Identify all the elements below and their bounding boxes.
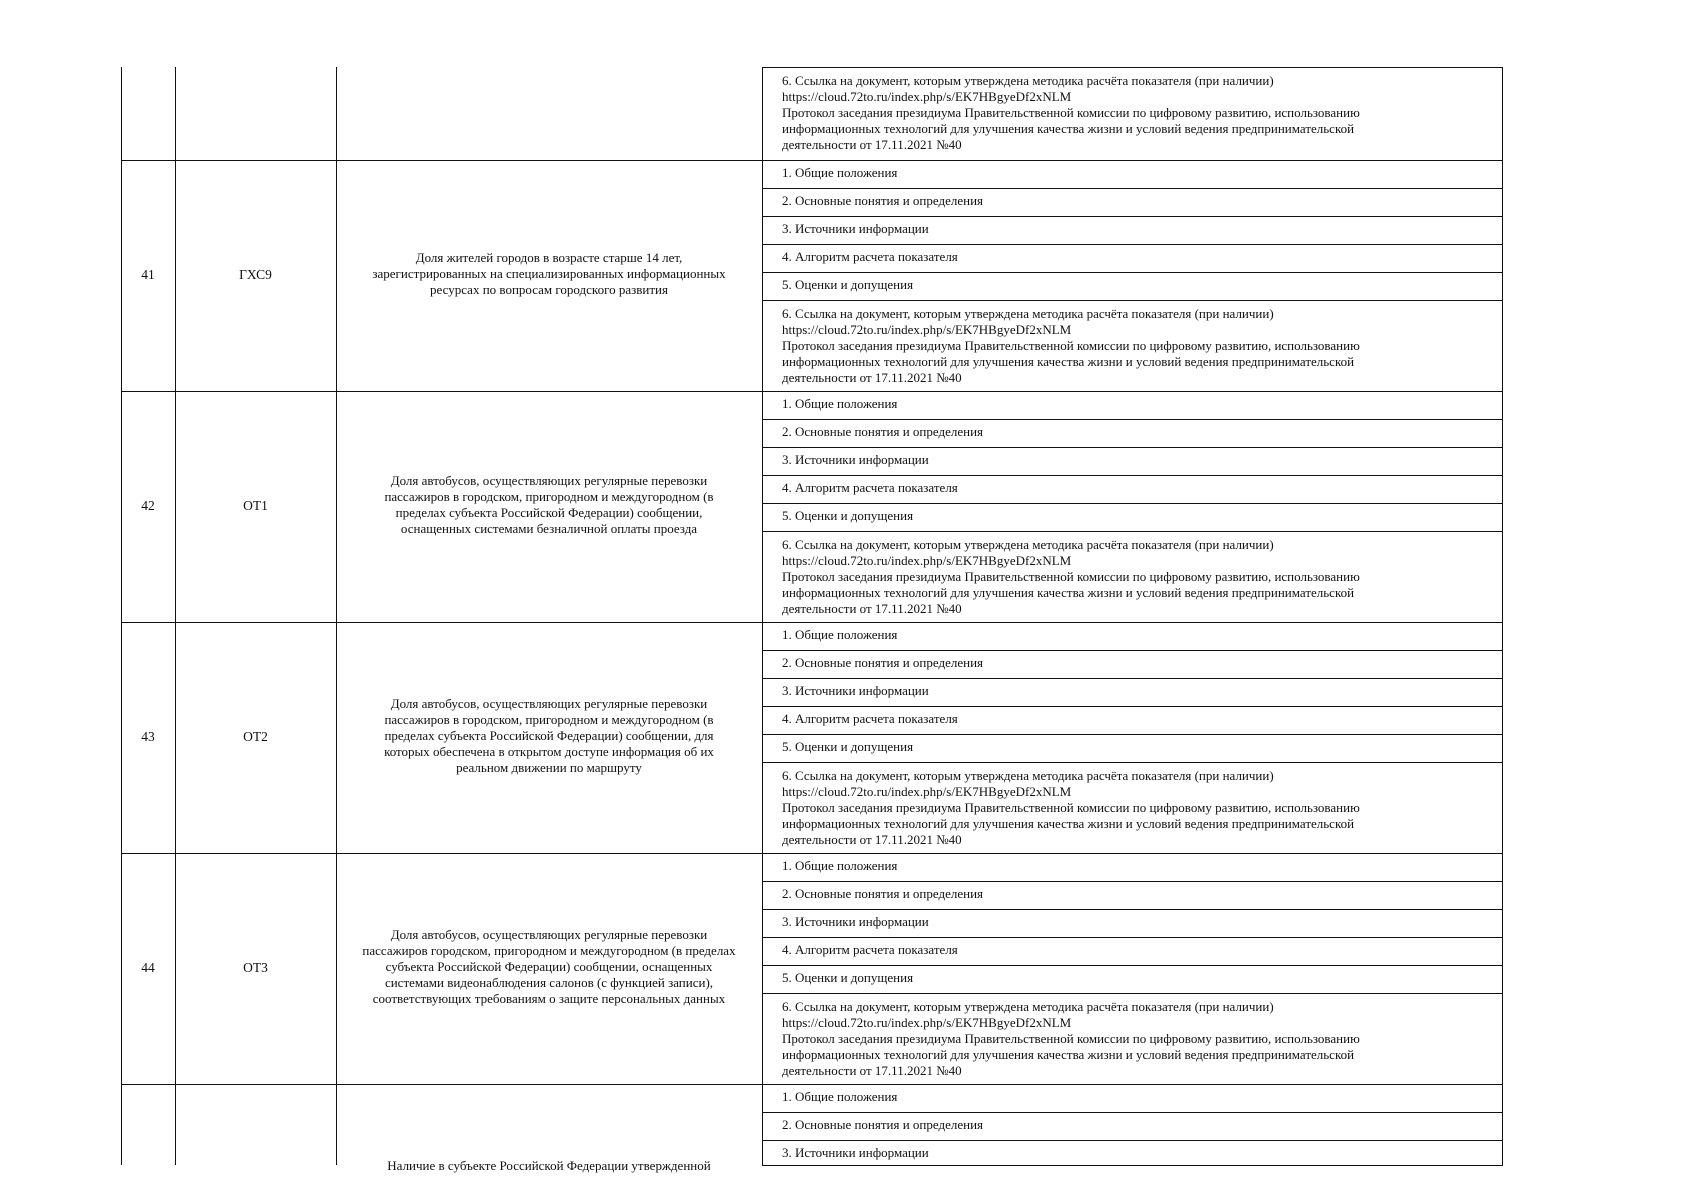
indicator-name: Доля автобусов, осуществляющих регулярные перевозки пассажиров городском, пригородном и междугородном (в пределах субъекта Российской Федерации) сообщении, оснащенных системами видеонаблюдения салонов (с функцией записи), соответствующих требованиям о защите персональных данных	[362, 926, 736, 1006]
protocol-text: Протокол заседания президиума Правительственной комиссии по цифровому развитию, использованию информационных технологий для улучшения качества жизни и условий ведения предпринимательской деятельности от 17.11.2021 №40	[782, 105, 1360, 152]
table-horizontal-border	[762, 762, 1503, 763]
table-horizontal-border	[121, 391, 1503, 392]
table-horizontal-border	[762, 909, 1503, 910]
table-horizontal-border	[762, 1140, 1503, 1141]
subitem-label: 4. Алгоритм расчета показателя	[782, 480, 958, 495]
table-horizontal-border	[762, 188, 1503, 189]
indicator-name: Доля жителей городов в возрасте старше 14 лет, зарегистрированных на специализированных информационных ресурсах по вопросам городского развития	[372, 249, 726, 297]
subitem-label: 3. Источники информации	[782, 1145, 929, 1160]
method-doc-label: 6. Ссылка на документ, которым утверждена методика расчёта показателя (при наличии)	[782, 306, 1274, 321]
table-vertical-border	[762, 67, 763, 1165]
indicator-name: Наличие в субъекте Российской Федерации утвержденной	[387, 1158, 711, 1173]
method-doc-label: 6. Ссылка на документ, которым утверждена методика расчёта показателя (при наличии)	[782, 999, 1274, 1014]
row-number: 41	[141, 266, 155, 282]
table-horizontal-border	[762, 678, 1503, 679]
subitem-label: 2. Основные понятия и определения	[782, 1117, 984, 1132]
method-doc-link: https://cloud.72to.ru/index.php/s/EK7HBgyeDf2xNLM	[782, 89, 1072, 104]
table-vertical-border	[175, 67, 176, 1165]
table-horizontal-border	[762, 706, 1503, 707]
subitem-label: 1. Общие положения	[782, 396, 898, 411]
method-doc-link: https://cloud.72to.ru/index.php/s/EK7HBgyeDf2xNLM	[782, 784, 1072, 799]
subitem-label: 1. Общие положения	[782, 858, 898, 873]
table-horizontal-border	[762, 531, 1503, 532]
table-horizontal-border	[762, 993, 1503, 994]
subitem-label: 5. Оценки и допущения	[782, 739, 914, 754]
table-horizontal-border	[762, 734, 1503, 735]
subitem-label: 2. Основные понятия и определения	[782, 886, 984, 901]
row-number: 44	[141, 959, 155, 975]
partial-name-clip	[336, 1150, 762, 1173]
table-vertical-border	[121, 67, 122, 1165]
table-horizontal-border	[762, 1112, 1503, 1113]
table-vertical-border	[1502, 67, 1503, 1165]
subitem-label: 2. Основные понятия и определения	[782, 424, 984, 439]
table-horizontal-border	[121, 1084, 1503, 1085]
table-horizontal-border	[762, 937, 1503, 938]
table-horizontal-border	[762, 650, 1503, 651]
indicator-code: ОТ1	[243, 497, 268, 513]
table-horizontal-border	[762, 216, 1503, 217]
indicator-code: ГХС9	[239, 266, 272, 282]
subitem-label: 3. Источники информации	[782, 221, 929, 236]
subitem-label: 4. Алгоритм расчета показателя	[782, 711, 958, 726]
table-horizontal-border	[121, 853, 1503, 854]
method-doc-label: 6. Ссылка на документ, которым утверждена методика расчёта показателя (при наличии)	[782, 537, 1274, 552]
method-doc-label: 6. Ссылка на документ, которым утверждена методика расчёта показателя (при наличии)	[782, 73, 1274, 88]
table-horizontal-border	[762, 419, 1503, 420]
method-doc-link: https://cloud.72to.ru/index.php/s/EK7HBgyeDf2xNLM	[782, 322, 1072, 337]
protocol-text: Протокол заседания президиума Правительственной комиссии по цифровому развитию, использованию информационных технологий для улучшения качества жизни и условий ведения предпринимательской деятельности от 17.11.2021 №40	[782, 338, 1360, 385]
table-horizontal-border	[762, 475, 1503, 476]
table-horizontal-border	[762, 503, 1503, 504]
indicator-code: ОТ3	[243, 959, 268, 975]
indicator-code: ОТ2	[243, 728, 268, 744]
subitem-label: 1. Общие положения	[782, 165, 898, 180]
subitem-label: 2. Основные понятия и определения	[782, 193, 984, 208]
table-horizontal-border	[762, 447, 1503, 448]
subitem-label: 5. Оценки и допущения	[782, 277, 914, 292]
indicator-name: Доля автобусов, осуществляющих регулярные перевозки пассажиров в городском, пригородном и междугородном (в пределах субъекта Российской Федерации) сообщении, для которых обеспечена в открытом доступе информация об их реальном движении по маршруту	[384, 695, 714, 775]
subitem-label: 1. Общие положения	[782, 627, 898, 642]
table-horizontal-border	[762, 272, 1503, 273]
table-horizontal-border	[762, 244, 1503, 245]
subitem-label: 3. Источники информации	[782, 452, 929, 467]
row-number: 42	[141, 497, 155, 513]
subitem-label: 2. Основные понятия и определения	[782, 655, 984, 670]
subitem-label: 5. Оценки и допущения	[782, 970, 914, 985]
table-horizontal-border	[121, 622, 1503, 623]
table-horizontal-border	[762, 300, 1503, 301]
table-horizontal-border	[762, 67, 1503, 68]
method-doc-label: 6. Ссылка на документ, которым утверждена методика расчёта показателя (при наличии)	[782, 768, 1274, 783]
table-horizontal-border	[762, 965, 1503, 966]
protocol-text: Протокол заседания президиума Правительственной комиссии по цифровому развитию, использованию информационных технологий для улучшения качества жизни и условий ведения предпринимательской деятельности от 17.11.2021 №40	[782, 569, 1360, 616]
subitem-label: 3. Источники информации	[782, 914, 929, 929]
subitem-label: 4. Алгоритм расчета показателя	[782, 942, 958, 957]
subitem-label: 3. Источники информации	[782, 683, 929, 698]
table-horizontal-border	[762, 1165, 1503, 1166]
subitem-label: 5. Оценки и допущения	[782, 508, 914, 523]
subitem-label: 1. Общие положения	[782, 1089, 898, 1104]
protocol-text: Протокол заседания президиума Правительственной комиссии по цифровому развитию, использованию информационных технологий для улучшения качества жизни и условий ведения предпринимательской деятельности от 17.11.2021 №40	[782, 1031, 1360, 1078]
table-horizontal-border	[121, 160, 1503, 161]
indicator-name: Доля автобусов, осуществляющих регулярные перевозки пассажиров в городском, пригородном и междугородном (в пределах субъекта Российской Федерации) сообщении, оснащенных системами безналичной оплаты проезда	[384, 472, 714, 536]
method-doc-link: https://cloud.72to.ru/index.php/s/EK7HBgyeDf2xNLM	[782, 553, 1072, 568]
method-doc-link: https://cloud.72to.ru/index.php/s/EK7HBgyeDf2xNLM	[782, 1015, 1072, 1030]
table-horizontal-border	[762, 881, 1503, 882]
subitem-label: 4. Алгоритм расчета показателя	[782, 249, 958, 264]
row-number: 43	[141, 728, 155, 744]
protocol-text: Протокол заседания президиума Правительственной комиссии по цифровому развитию, использованию информационных технологий для улучшения качества жизни и условий ведения предпринимательской деятельности от 17.11.2021 №40	[782, 800, 1360, 847]
